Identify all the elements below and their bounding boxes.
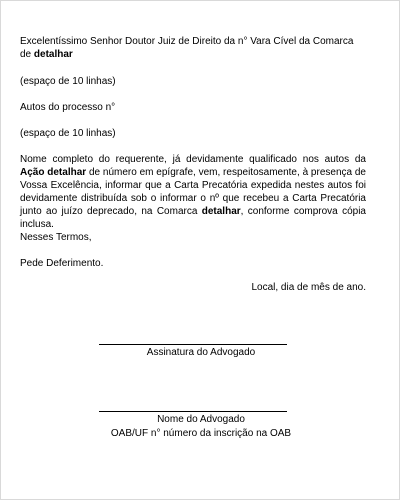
- process-number: Autos do processo n°: [20, 102, 116, 113]
- closing-terms: Nesses Termos,: [20, 232, 92, 243]
- body-action: Ação detalhar: [20, 167, 87, 178]
- spacer-note-1: (espaço de 10 linhas): [20, 76, 116, 87]
- body-text-1: Nome completo do requerente, já devidamente qualificado nos autos da: [20, 154, 366, 165]
- closing-request: Pede Deferimento.: [20, 258, 104, 269]
- addressee-line: Excelentíssimo Senhor Doutor Juiz de Direito da n° Vara Cível da Comarca: [20, 36, 354, 47]
- body-text-2: de número em epígrafe, vem, respeitosamente, à presença de Vossa Excelência, informar que a Carta Precatória expedida nestes autos foi devidamente distribuída sob o informar o nº que recebeu a Carta Precatória junto ao juízo deprecado, na Comarca: [20, 167, 366, 217]
- place-date: Local, dia de mês de ano.: [251, 282, 366, 293]
- spacer-note-2: (espaço de 10 linhas): [20, 128, 116, 139]
- signature-line: [99, 344, 287, 345]
- body-paragraph: [20, 153, 366, 231]
- signature-caption: Assinatura do Advogado: [146, 347, 256, 358]
- body-text-3: , conforme comprova cópia inclusa.: [20, 206, 366, 230]
- lawyer-name: Nome do Advogado: [157, 414, 245, 425]
- name-line: [99, 411, 287, 412]
- addressee: [20, 35, 366, 61]
- addressee-de: de: [20, 49, 34, 60]
- addressee-comarca: detalhar: [33, 49, 73, 60]
- lawyer-oab: OAB/UF n° número da inscrição na OAB: [110, 428, 292, 439]
- body-comarca: detalhar: [201, 206, 241, 217]
